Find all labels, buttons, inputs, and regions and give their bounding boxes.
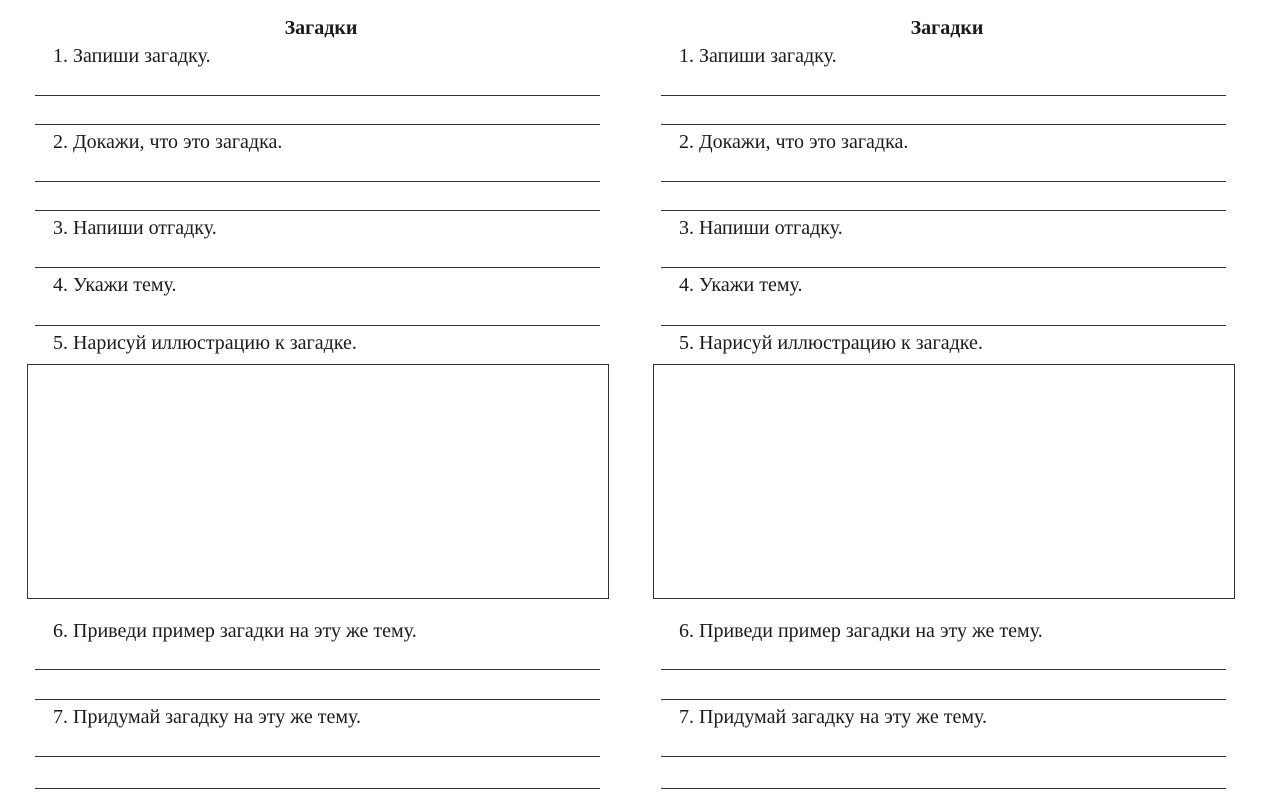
- answer-line-1a[interactable]: [661, 95, 1226, 96]
- answer-line-3[interactable]: [661, 267, 1226, 268]
- answer-line-6b[interactable]: [661, 699, 1226, 700]
- answer-line-4[interactable]: [661, 325, 1226, 326]
- answer-line-2a[interactable]: [661, 181, 1226, 182]
- answer-line-6a[interactable]: [35, 669, 600, 670]
- task-4-text: 4. Укажи тему.: [679, 274, 803, 296]
- answer-line-2a[interactable]: [35, 181, 600, 182]
- answer-line-2b[interactable]: [35, 210, 600, 211]
- illustration-box[interactable]: [27, 364, 609, 599]
- task-6-text: 6. Приведи пример загадки на эту же тему.: [679, 620, 1043, 642]
- task-4-text: 4. Укажи тему.: [53, 274, 177, 296]
- answer-line-6a[interactable]: [661, 669, 1226, 670]
- answer-line-1b[interactable]: [661, 124, 1226, 125]
- task-1-text: 1. Запиши загадку.: [53, 45, 211, 67]
- answer-line-6b[interactable]: [35, 699, 600, 700]
- task-2-text: 2. Докажи, что это загадка.: [679, 131, 909, 153]
- answer-line-1b[interactable]: [35, 124, 600, 125]
- answer-line-7b[interactable]: [35, 788, 600, 789]
- task-7-text: 7. Придумай загадку на эту же тему.: [53, 706, 361, 728]
- worksheet-right: [652, 0, 1252, 811]
- worksheet-title: Загадки: [910, 17, 984, 39]
- answer-line-1a[interactable]: [35, 95, 600, 96]
- task-3-text: 3. Напиши отгадку.: [53, 217, 217, 239]
- worksheet-title: Загадки: [284, 17, 358, 39]
- task-6-text: 6. Приведи пример загадки на эту же тему.: [53, 620, 417, 642]
- answer-line-2b[interactable]: [661, 210, 1226, 211]
- answer-line-7a[interactable]: [35, 756, 600, 757]
- task-5-text: 5. Нарисуй иллюстрацию к загадке.: [679, 332, 983, 354]
- task-2-text: 2. Докажи, что это загадка.: [53, 131, 283, 153]
- task-3-text: 3. Напиши отгадку.: [679, 217, 843, 239]
- worksheet-left: [26, 0, 626, 811]
- illustration-box[interactable]: [653, 364, 1235, 599]
- answer-line-4[interactable]: [35, 325, 600, 326]
- answer-line-3[interactable]: [35, 267, 600, 268]
- answer-line-7a[interactable]: [661, 756, 1226, 757]
- answer-line-7b[interactable]: [661, 788, 1226, 789]
- task-7-text: 7. Придумай загадку на эту же тему.: [679, 706, 987, 728]
- task-5-text: 5. Нарисуй иллюстрацию к загадке.: [53, 332, 357, 354]
- task-1-text: 1. Запиши загадку.: [679, 45, 837, 67]
